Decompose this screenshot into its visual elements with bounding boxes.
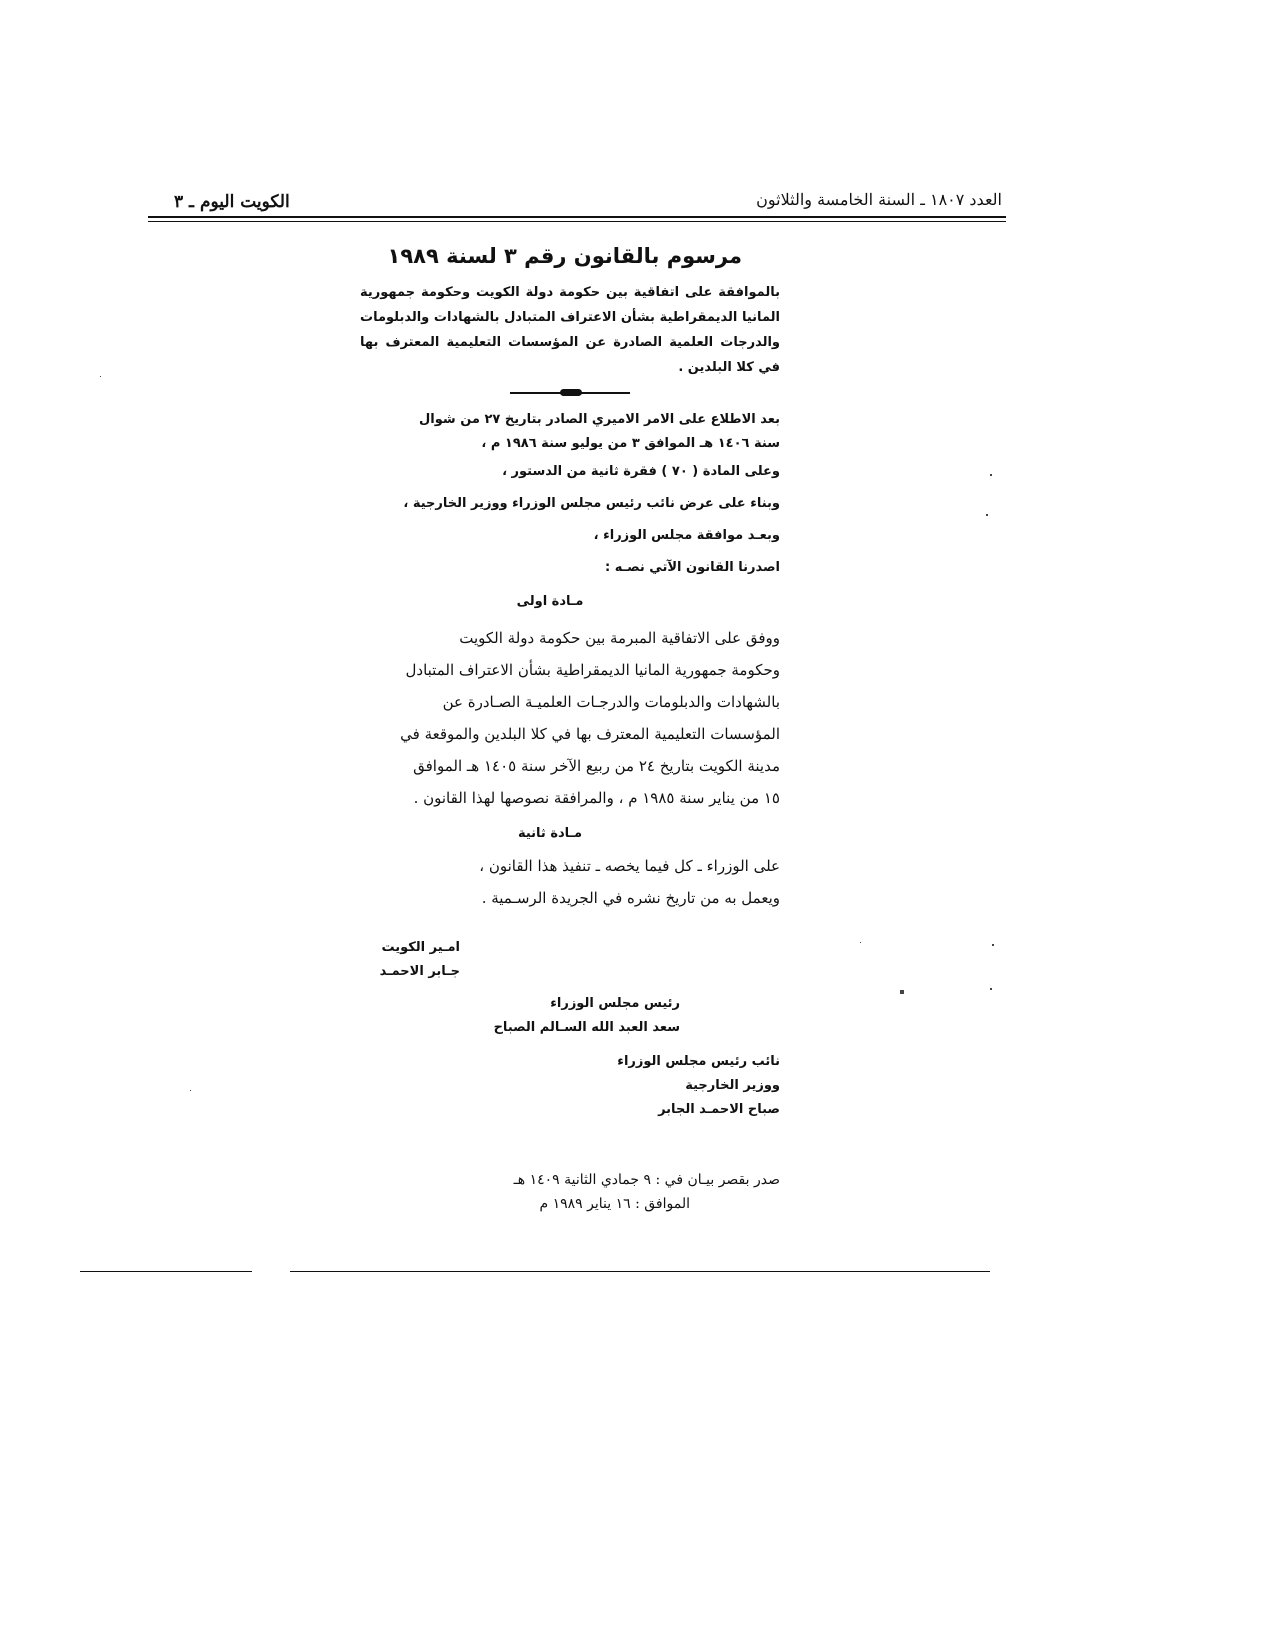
preamble-line: بعد الاطلاع على الامر الاميري الصادر بتاريخ ٢٧ من شوال (419, 412, 780, 427)
decree-subtitle: بالموافقة على اتفاقية بين حكومة دولة الكويت وحكومة جمهورية المانيا الديمقراطية بشأن الاعتراف المتبادل بالشهادات والدبلومات والدرجات العلمية الصادرة عن المؤسسات التعليمية المعترف بها في كلا البلدين . (360, 285, 780, 375)
article-one-line: ١٥ من يناير سنة ١٩٨٥ م ، والمرافقة نصوصها لهذا القانون . (413, 789, 780, 807)
article-one-line: المؤسسات التعليمية المعترف بها في كلا البلدين والموقعة في (400, 725, 780, 743)
signature-deputy-prime-minister (560, 1050, 780, 1122)
signature-prime-minister (430, 992, 680, 1040)
scan-speck (860, 942, 861, 943)
scan-speck (986, 514, 988, 516)
amir-title: امـير الكويت (381, 940, 460, 955)
prime-minister-name: سعد العبد الله السـالم الصباح (493, 1020, 680, 1035)
preamble-line: وبناء على عرض نائب رئيس مجلس الوزراء ووزير الخارجية ، (403, 496, 780, 511)
article-one-line: مدينة الكويت بتاريخ ٢٤ من ربيع الآخر سنة ١٤٠٥ هـ الموافق (413, 757, 780, 775)
deputy-name: صباح الاحمـد الجابر (658, 1102, 780, 1117)
article-two-heading: مـادة ثانية (517, 826, 583, 841)
deputy-role: ووزير الخارجية (685, 1078, 780, 1093)
preamble-line: وبعـد موافقة مجلس الوزراء ، (593, 528, 780, 543)
header-rule-thin (148, 221, 1006, 222)
running-header-left: الكويت اليوم ـ ٣ (174, 192, 290, 212)
issuance-date-hijri: صدر بقصر بيـان في : ٩ جمادي الثانية ١٤٠٩ هـ (513, 1172, 780, 1188)
prime-minister-title: رئيس مجلس الوزراء (550, 996, 680, 1011)
section-divider-ornament (560, 389, 582, 396)
scan-speck (990, 474, 992, 476)
preamble-line: وعلى المادة ( ٧٠ ) فقرة ثانية من الدستور ، (502, 464, 780, 479)
preamble-line: سنة ١٤٠٦ هـ الموافق ٣ من يوليو سنة ١٩٨٦ م ، (481, 436, 780, 451)
article-two-line: ويعمل به من تاريخ نشره في الجريدة الرسـمية . (481, 889, 780, 907)
amir-name: جـابر الاحمـد (379, 964, 460, 979)
article-one-line: ووفق على الاتفاقية المبرمة بين حكومة دولة الكويت (459, 629, 780, 647)
deputy-title: نائب رئيس مجلس الوزراء (617, 1054, 780, 1069)
preamble-line: اصدرنا القانون الآتي نصـه : (605, 560, 780, 575)
scan-speck (190, 1090, 191, 1091)
decree-title: مرسوم بالقانون رقم ٣ لسنة ١٩٨٩ (387, 244, 742, 268)
scan-speck (992, 944, 994, 946)
signature-amir (320, 936, 460, 984)
scan-speck (900, 990, 904, 994)
header-rule (148, 216, 1006, 218)
footer-rule-left (80, 1271, 252, 1272)
article-one-line: وحكومة جمهورية المانيا الديمقراطية بشأن الاعتراف المتبادل (405, 661, 780, 679)
issuance-date-gregorian: الموافق : ١٦ يناير ١٩٨٩ م (539, 1196, 690, 1212)
running-header-right: العدد ١٨٠٧ ـ السنة الخامسة والثلاثون (756, 190, 1002, 209)
article-one-heading: مـادة اولى (516, 594, 584, 609)
scan-speck (990, 988, 992, 990)
article-one-line: بالشهادات والدبلومات والدرجـات العلميـة الصـادرة عن (442, 693, 780, 711)
article-one-body (362, 622, 780, 814)
scan-speck (100, 376, 101, 377)
article-two-body (362, 850, 780, 914)
footer-rule-main (290, 1271, 990, 1272)
article-two-line: على الوزراء ـ كل فيما يخصه ـ تنفيذ هذا القانون ، (479, 857, 780, 875)
preamble (340, 408, 780, 584)
issuance-note (440, 1168, 780, 1216)
